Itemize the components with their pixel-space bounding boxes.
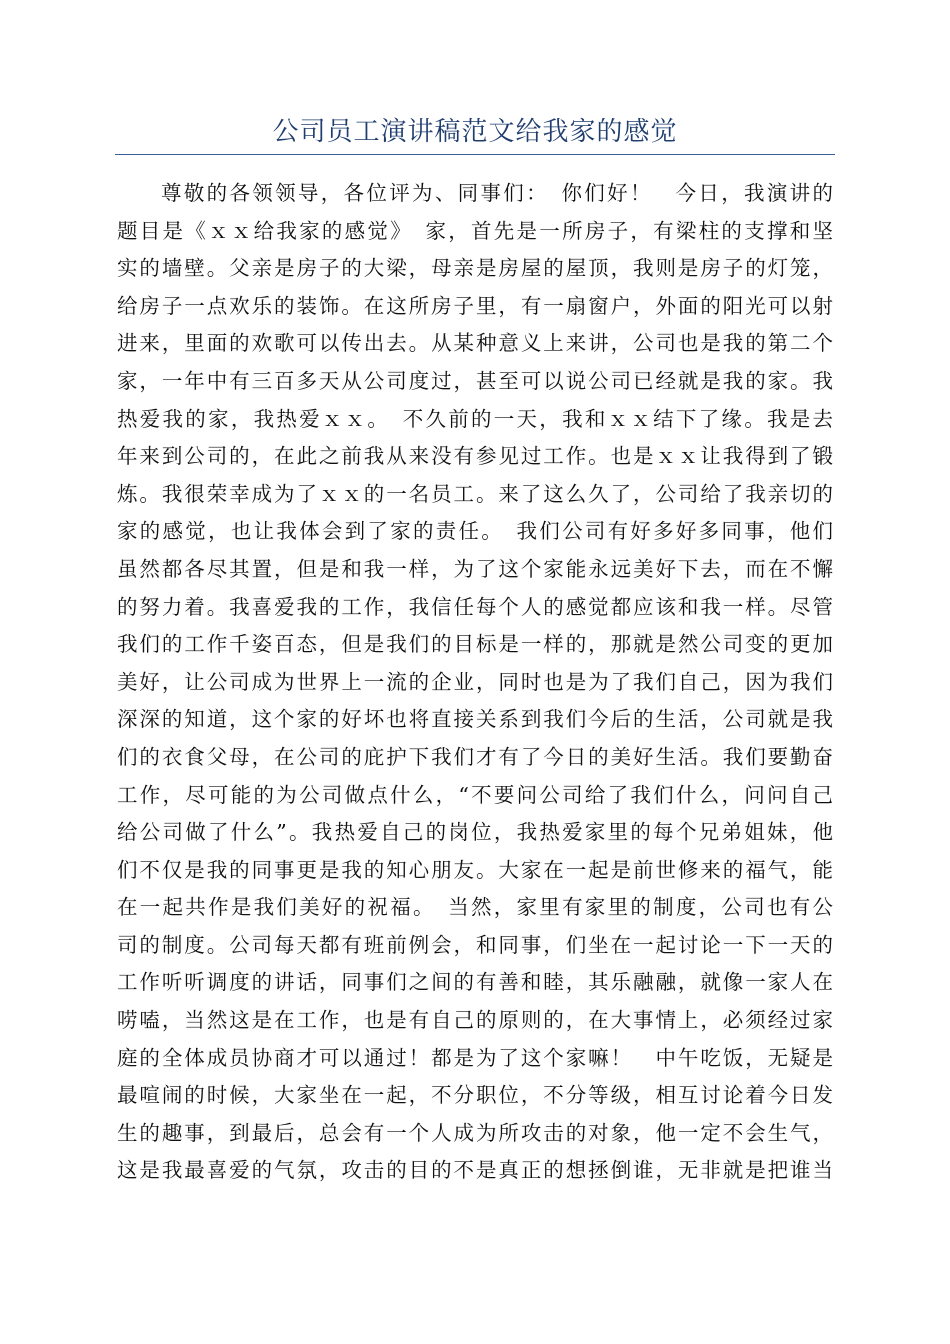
body-line: 最喧闹的时候，大家坐在一起，不分职位，不分等级，相互讨论着今日发	[117, 1083, 833, 1108]
body-line: 深深的知道，这个家的好坏也将直接关系到我们今后的生活，公司就是我	[117, 707, 833, 732]
body-line: 工作，尽可能的为公司做点什么，“不要问公司给了我们什么，问问自己	[117, 782, 833, 807]
body-line: 家，一年中有三百多天从公司度过，甚至可以说公司已经就是我的家。我	[117, 368, 833, 393]
body-line: 年来到公司的，在此之前我从来没有参见过工作。也是ｘｘ让我得到了锻	[117, 444, 833, 469]
body-line: 给公司做了什么”。我热爱自己的岗位，我热爱家里的每个兄弟姐妹，他	[117, 820, 833, 845]
body-line: 家的感觉，也让我体会到了家的责任。 我们公司有好多好多同事，他们	[117, 519, 833, 544]
body-line: 庭的全体成员协商才可以通过！都是为了这个家嘛！ 中午吃饭，无疑是	[117, 1045, 833, 1070]
body-line: 们不仅是我的同事更是我的知心朋友。大家在一起是前世修来的福气，能	[117, 857, 833, 882]
body-line: 进来，里面的欢歌可以传出去。从某种意义上来讲，公司也是我的第二个	[117, 331, 833, 356]
document-body	[117, 175, 833, 1190]
body-line: 这是我最喜爱的气氛，攻击的目的不是真正的想拯倒谁，无非就是把谁当	[117, 1158, 833, 1183]
body-line: 热爱我的家，我热爱ｘｘ。 不久前的一天，我和ｘｘ结下了缘。我是去	[117, 406, 833, 431]
body-line: 虽然都各尽其置，但是和我一样，为了这个家能永远美好下去，而在不懈	[117, 556, 833, 581]
body-line: 我们的工作千姿百态，但是我们的目标是一样的，那就是然公司变的更加	[117, 632, 833, 657]
body-line: 在一起共作是我们美好的祝福。 当然，家里有家里的制度，公司也有公	[117, 895, 833, 920]
body-line: 实的墙壁。父亲是房子的大梁，母亲是房屋的屋顶，我则是房子的灯笼，	[117, 256, 833, 281]
body-line: 炼。我很荣幸成为了ｘｘ的一名员工。来了这么久了，公司给了我亲切的	[117, 481, 833, 506]
body-line: 工作听听调度的讲话，同事们之间的有善和睦，其乐融融，就像一家人在	[117, 970, 833, 995]
body-line: 们的衣食父母，在公司的庇护下我们才有了今日的美好生活。我们要勤奋	[117, 744, 833, 769]
body-line: 的努力着。我喜爱我的工作，我信任每个人的感觉都应该和我一样。尽管	[117, 594, 833, 619]
title-underline	[115, 154, 835, 155]
body-line: 司的制度。公司每天都有班前例会，和同事，们坐在一起讨论一下一天的	[117, 932, 833, 957]
body-line: 尊敬的各领领导，各位评为、同事们： 你们好！ 今日，我演讲的	[161, 181, 833, 205]
body-line: 题目是《ｘｘ给我家的感觉》 家，首先是一所房子，有梁柱的支撑和坚	[117, 218, 833, 243]
document-title: 公司员工演讲稿范文给我家的感觉	[272, 117, 678, 147]
body-line: 给房子一点欢乐的装饰。在这所房子里，有一扇窗户，外面的阳光可以射	[117, 293, 833, 318]
body-line: 唠嗑，当然这是在工作，也是有自己的原则的，在大事情上，必须经过家	[117, 1008, 833, 1033]
body-line: 美好，让公司成为世界上一流的企业，同时也是为了我们自己，因为我们	[117, 669, 833, 694]
body-line: 生的趣事，到最后，总会有一个人成为所攻击的对象，他一定不会生气，	[117, 1120, 833, 1145]
